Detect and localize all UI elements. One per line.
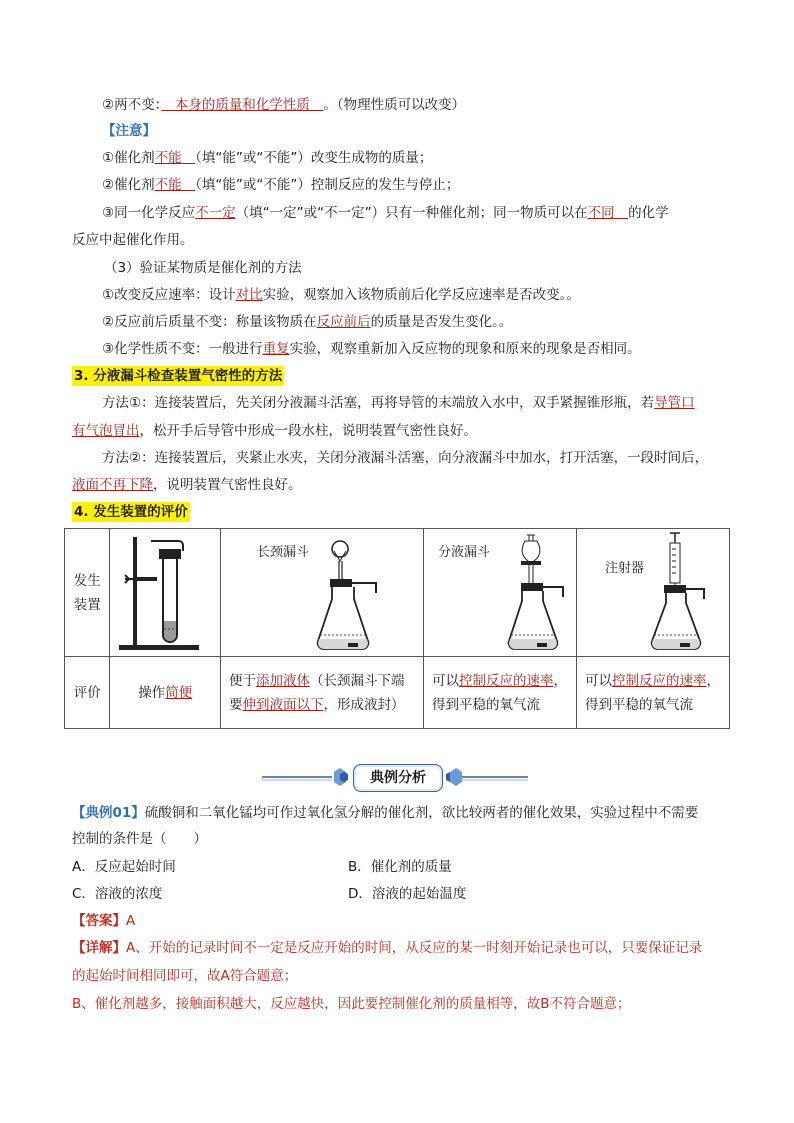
airtight-method-2-cont: [72, 475, 302, 495]
test-tube-apparatus-diagram: [111, 531, 217, 655]
text: 发生: [73, 572, 101, 589]
apparatus-test-tube-cell: [110, 529, 221, 657]
explanation-line-2: 的起始时间相同即可，故A符合题意；: [72, 968, 298, 984]
answer-line: [72, 911, 135, 931]
text: 便于: [228, 672, 256, 689]
text: ，: [553, 672, 567, 689]
example-question: [72, 803, 698, 823]
line-two-unchanged: [102, 95, 465, 115]
text: 实验，观察加入该物质前后化学反应速率是否改变。。: [262, 287, 580, 303]
syringe-diagram: [578, 531, 728, 655]
eval-line: 得到平稳的氧气流: [431, 696, 540, 713]
note-1: [102, 148, 432, 168]
fill-answer: 简便: [165, 684, 193, 701]
eval-line: [229, 693, 422, 717]
text: ，说明装置气密性良好。: [153, 477, 302, 493]
text: 实验，观察重新加入反应物的现象和原来的现象是否相同。: [289, 341, 641, 357]
note-3: [102, 203, 669, 223]
note-tag: 【注意】: [102, 123, 156, 139]
note-2: [102, 175, 459, 195]
fill-answer: 不能: [154, 150, 182, 166]
method-2: [102, 312, 512, 332]
fill-answer: 本身的质量和化学性质: [174, 97, 310, 113]
fill-answer: 不一定: [195, 205, 236, 221]
text: 可以: [585, 672, 612, 689]
option-a: A．反应起始时间: [72, 859, 176, 875]
text: （填“能”或“不能”）控制反应的发生与停止；: [195, 177, 460, 193]
apparatus-syringe-cell: [577, 529, 730, 657]
separatory-funnel-label: 分液漏斗: [437, 545, 490, 560]
text: ，松开手后导管中形成一段水柱，说明装置气密性良好。: [139, 423, 477, 439]
airtight-method-2: 方法②：连接装置后，夹紧止水夹，关闭分液漏斗活塞，向分液漏斗中加水，打开活塞，一段时间后，: [102, 450, 709, 466]
row-label: 评价: [65, 657, 110, 729]
text: ①催化剂: [102, 150, 155, 166]
eval-line: [432, 669, 575, 693]
fill-answer: 伸到液面以下: [242, 696, 324, 713]
section-4-title: 4. 发生装置的评价: [74, 504, 188, 520]
eval-cell: [220, 657, 423, 729]
text: ①改变反应速率：设计: [102, 287, 236, 303]
explanation-tag: 【详解】: [72, 940, 126, 956]
text: ③同一化学反应: [102, 205, 196, 221]
text: （长颈漏斗下端: [309, 672, 405, 689]
apparatus-long-funnel-cell: [220, 529, 423, 657]
option-d: D．溶液的起始温度: [348, 886, 467, 902]
fill-answer: 液面不再下降: [72, 477, 153, 493]
answer-value: A: [126, 913, 136, 929]
text: 的质量是否发生变化。。: [370, 314, 513, 330]
text: 的化学: [628, 205, 669, 221]
text: （填“一定”或“不一定”）只有一种催化剂；同一物质可以在: [235, 205, 588, 221]
method-1: [102, 285, 580, 305]
text: ②催化剂: [102, 177, 155, 193]
option-b: B．催化剂的质量: [348, 859, 452, 875]
text: ③化学性质不变：一般进行: [102, 341, 263, 357]
text: 装置: [73, 596, 101, 613]
eval-cell: [110, 657, 221, 729]
fill-answer: 对比: [235, 287, 263, 303]
section-banner: [0, 762, 794, 792]
answer-tag: 【答案】: [72, 913, 126, 929]
fill-answer: 添加液体: [255, 672, 310, 689]
row-label: [65, 529, 110, 657]
long-neck-funnel-label: 长颈漏斗: [256, 545, 309, 560]
text: ，形成液封）: [323, 696, 405, 713]
apparatus-table: [64, 528, 730, 729]
text: 。（物理性质可以改变）: [323, 97, 466, 113]
text: 要: [228, 696, 243, 713]
fill-answer: 不能: [154, 177, 182, 193]
explanation-line-3: B、催化剂越多，接触面积越大，反应越快，因此要控制催化剂的质量相等，故B不符合题意；: [72, 996, 631, 1012]
explanation-line: [72, 938, 702, 958]
eval-line: 得到平稳的氧气流: [585, 696, 693, 713]
note-3-cont: 反应中起催化作用。: [72, 232, 194, 248]
eval-cell: [423, 657, 576, 729]
text: 硫酸铜和二氧化锰均可作过氧化氢分解的催化剂，欲比较两者的催化效果，实验过程中不需要: [144, 805, 699, 821]
example-question-cont: 控制的条件是（ ）: [72, 831, 207, 847]
section-3-title: 3. 分液漏斗检查装置气密性的方法: [74, 368, 283, 384]
eval-line: [229, 669, 422, 693]
text: ，: [706, 672, 720, 689]
eval-cell: [577, 657, 730, 729]
airtight-method-1-cont: [72, 421, 477, 441]
method-3: [102, 339, 641, 359]
text: 可以: [431, 672, 459, 689]
fill-answer: 重复: [262, 341, 290, 357]
fill-answer: 控制反应的速率: [612, 672, 707, 689]
long-neck-funnel-diagram: [222, 531, 422, 655]
fill-answer: 不同: [587, 205, 615, 221]
fill-answer: 反应前后: [316, 314, 371, 330]
airtight-method-1: [102, 393, 695, 413]
question-tag: 【典例01】: [72, 805, 145, 821]
fill-answer: 有气泡冒出: [72, 423, 140, 439]
text: A、开始的记录时间不一定是反应开始的时间，从反应的某一时刻开始记录也可以，只要保证记录: [126, 940, 703, 956]
text: （填“能”或“不能”）改变生成物的质量；: [195, 150, 433, 166]
text: ②反应前后质量不变：称量该物质在: [102, 314, 317, 330]
table-row: [65, 657, 730, 729]
option-c: C．溶液的浓度: [72, 886, 163, 902]
section-banner-label: 典例分析: [353, 764, 443, 792]
text: ②两不变：: [102, 97, 162, 113]
table-row: [65, 529, 730, 657]
syringe-label: 注射器: [605, 561, 645, 576]
method-title: （3）验证某物质是催化剂的方法: [104, 260, 302, 276]
apparatus-separatory-funnel-cell: [423, 529, 576, 657]
fill-answer: 导管口: [654, 395, 695, 411]
eval-line: [585, 669, 728, 693]
text: 方法①：连接装置后，先关闭分液漏斗活塞，再将导管的末端放入水中，双手紧握锥形瓶，若: [102, 395, 655, 411]
fill-answer: 控制反应的速率: [458, 672, 554, 689]
text: 操作: [138, 684, 166, 701]
